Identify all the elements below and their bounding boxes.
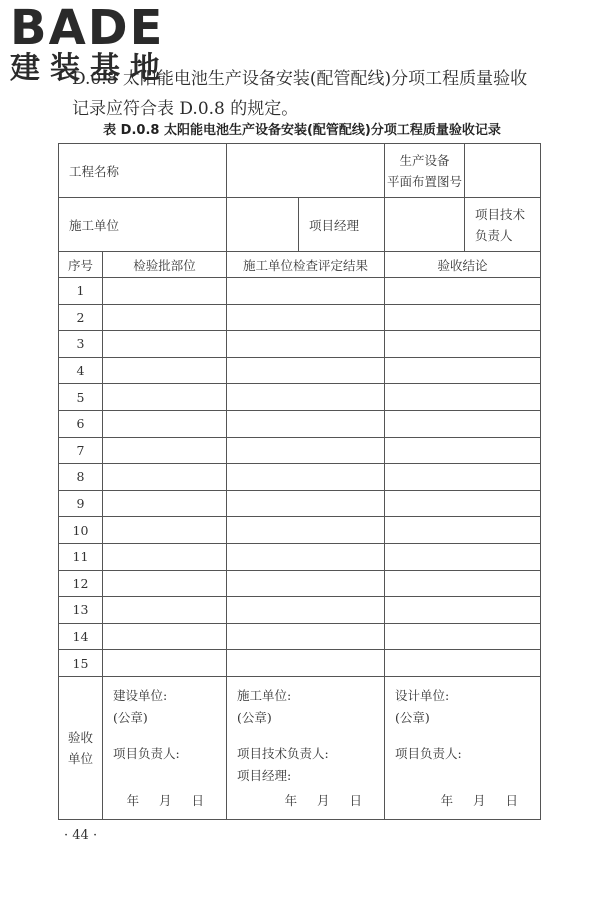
- table-row: [59, 410, 541, 437]
- col-header-batch-location: 检验批部位: [103, 252, 227, 278]
- row-seq: 9: [59, 490, 103, 517]
- row-batch-location[interactable]: [103, 410, 227, 437]
- row-batch-location[interactable]: [103, 517, 227, 544]
- row-acceptance-conclusion[interactable]: [385, 304, 541, 331]
- layout-drawing-label: [385, 144, 465, 198]
- row-inspection-result[interactable]: [227, 384, 385, 411]
- project-manager-label: 项目经理: [299, 198, 385, 252]
- row-inspection-result[interactable]: [227, 623, 385, 650]
- row-batch-location[interactable]: [103, 570, 227, 597]
- row-acceptance-conclusion[interactable]: [385, 437, 541, 464]
- row-inspection-result[interactable]: [227, 597, 385, 624]
- designer-unit-label: 设计单位:: [395, 687, 450, 703]
- row-batch-location[interactable]: [103, 464, 227, 491]
- sign-block-designer[interactable]: [385, 676, 541, 819]
- construction-unit-row: [59, 198, 541, 252]
- row-acceptance-conclusion[interactable]: [385, 384, 541, 411]
- row-acceptance-conclusion[interactable]: [385, 410, 541, 437]
- table-row: [59, 490, 541, 517]
- intro-line-1: D.0.8 太阳能电池生产设备安装(配管配线)分项工程质量验收: [72, 69, 528, 89]
- page-number: · 44 ·: [64, 828, 98, 843]
- project-name-value[interactable]: [227, 144, 385, 198]
- row-seq: 4: [59, 357, 103, 384]
- row-batch-location[interactable]: [103, 650, 227, 677]
- table-row: [59, 278, 541, 305]
- acceptance-label-line-1: 验收: [67, 729, 93, 745]
- row-seq: 1: [59, 278, 103, 305]
- tech-lead-label-line-1: 项目技术: [475, 206, 526, 222]
- acceptance-label-line-2: 单位: [67, 750, 93, 766]
- row-batch-location[interactable]: [103, 623, 227, 650]
- contractor-seal-label: (公章): [237, 709, 272, 725]
- acceptance-unit-label: [59, 676, 103, 819]
- table-row: [59, 623, 541, 650]
- row-batch-location[interactable]: [103, 304, 227, 331]
- row-acceptance-conclusion[interactable]: [385, 490, 541, 517]
- layout-drawing-value[interactable]: [465, 144, 541, 198]
- contractor-date-label: 年 月 日: [284, 792, 371, 808]
- row-batch-location[interactable]: [103, 278, 227, 305]
- table-row: [59, 384, 541, 411]
- tech-lead-label: [465, 198, 541, 252]
- col-header-acceptance-conclusion: 验收结论: [385, 252, 541, 278]
- row-seq: 12: [59, 570, 103, 597]
- row-seq: 5: [59, 384, 103, 411]
- owner-seal-label: (公章): [113, 709, 148, 725]
- row-inspection-result[interactable]: [227, 464, 385, 491]
- row-batch-location[interactable]: [103, 331, 227, 358]
- row-seq: 7: [59, 437, 103, 464]
- row-batch-location[interactable]: [103, 384, 227, 411]
- row-seq: 13: [59, 597, 103, 624]
- row-inspection-result[interactable]: [227, 331, 385, 358]
- row-batch-location[interactable]: [103, 543, 227, 570]
- row-inspection-result[interactable]: [227, 570, 385, 597]
- row-inspection-result[interactable]: [227, 543, 385, 570]
- owner-unit-label: 建设单位:: [113, 687, 168, 703]
- contractor-unit-label: 施工单位:: [237, 687, 292, 703]
- row-inspection-result[interactable]: [227, 357, 385, 384]
- table-row: [59, 570, 541, 597]
- acceptance-signature-row: [59, 676, 541, 819]
- table-row: [59, 437, 541, 464]
- contractor-tech-lead-label: 项目技术负责人:: [237, 745, 329, 761]
- row-seq: 6: [59, 410, 103, 437]
- table-row: [59, 517, 541, 544]
- row-seq: 15: [59, 650, 103, 677]
- row-inspection-result[interactable]: [227, 437, 385, 464]
- row-seq: 3: [59, 331, 103, 358]
- construction-unit-label: 施工单位: [59, 198, 227, 252]
- table-row: [59, 464, 541, 491]
- construction-unit-value[interactable]: [227, 198, 299, 252]
- project-name-row: [59, 144, 541, 198]
- table-row: [59, 650, 541, 677]
- row-acceptance-conclusion[interactable]: [385, 623, 541, 650]
- row-seq: 8: [59, 464, 103, 491]
- layout-label-line-1: 生产设备: [399, 152, 450, 168]
- row-batch-location[interactable]: [103, 357, 227, 384]
- row-acceptance-conclusion[interactable]: [385, 570, 541, 597]
- contractor-manager-label: 项目经理:: [237, 767, 292, 783]
- designer-seal-label: (公章): [395, 709, 430, 725]
- row-batch-location[interactable]: [103, 597, 227, 624]
- designer-date-label: 年 月 日: [440, 792, 527, 808]
- owner-date-label: 年 月 日: [126, 792, 213, 808]
- data-rows: [59, 278, 541, 677]
- row-acceptance-conclusion[interactable]: [385, 543, 541, 570]
- acceptance-record-table: [58, 143, 541, 820]
- row-acceptance-conclusion[interactable]: [385, 464, 541, 491]
- row-inspection-result[interactable]: [227, 304, 385, 331]
- sign-block-contractor[interactable]: [227, 676, 385, 819]
- table-row: [59, 597, 541, 624]
- col-header-seq: 序号: [59, 252, 103, 278]
- row-inspection-result[interactable]: [227, 650, 385, 677]
- table-row: [59, 331, 541, 358]
- tech-lead-label-line-2: 负责人: [475, 227, 513, 243]
- row-seq: 14: [59, 623, 103, 650]
- column-header-row: [59, 252, 541, 278]
- col-header-inspection-result: 施工单位检查评定结果: [227, 252, 385, 278]
- project-name-label: 工程名称: [59, 144, 227, 198]
- row-acceptance-conclusion[interactable]: [385, 597, 541, 624]
- table-row: [59, 543, 541, 570]
- intro-line-2: 记录应符合表 D.0.8 的规定。: [72, 99, 299, 119]
- row-batch-location[interactable]: [103, 490, 227, 517]
- row-acceptance-conclusion[interactable]: [385, 650, 541, 677]
- row-inspection-result[interactable]: [227, 517, 385, 544]
- row-batch-location[interactable]: [103, 437, 227, 464]
- row-seq: 2: [59, 304, 103, 331]
- layout-label-line-2: 平面布置图号: [387, 173, 463, 189]
- logo-text-cn: 建装基地: [10, 51, 170, 86]
- row-inspection-result[interactable]: [227, 410, 385, 437]
- table-row: [59, 357, 541, 384]
- row-acceptance-conclusion[interactable]: [385, 357, 541, 384]
- row-acceptance-conclusion[interactable]: [385, 278, 541, 305]
- row-seq: 11: [59, 543, 103, 570]
- row-acceptance-conclusion[interactable]: [385, 517, 541, 544]
- owner-person-label: 项目负责人:: [113, 745, 180, 761]
- row-acceptance-conclusion[interactable]: [385, 331, 541, 358]
- row-inspection-result[interactable]: [227, 278, 385, 305]
- row-seq: 10: [59, 517, 103, 544]
- intro-paragraph: [72, 64, 572, 124]
- project-manager-value[interactable]: [385, 198, 465, 252]
- sign-block-owner[interactable]: [103, 676, 227, 819]
- table-row: [59, 304, 541, 331]
- designer-person-label: 项目负责人:: [395, 745, 462, 761]
- table-title: 表 D.0.8 太阳能电池生产设备安装(配管配线)分项工程质量验收记录: [103, 123, 501, 138]
- logo-text-en: BADE: [10, 0, 165, 56]
- row-inspection-result[interactable]: [227, 490, 385, 517]
